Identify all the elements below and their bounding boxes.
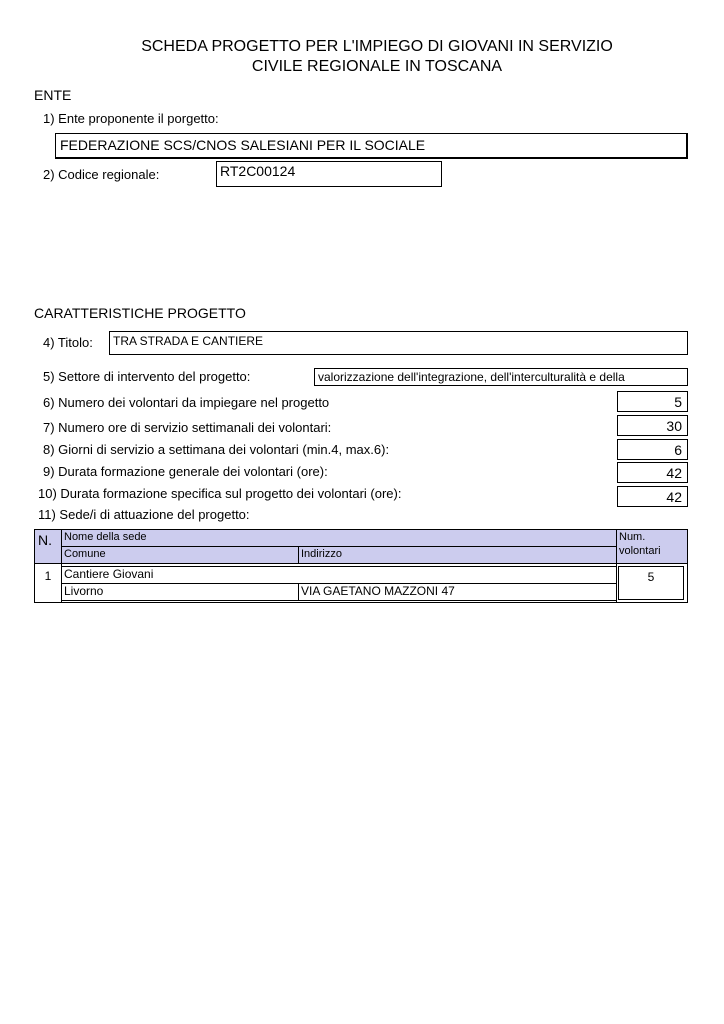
section-ente-heading: ENTE xyxy=(34,87,72,103)
table-row-comune: Livorno xyxy=(61,583,299,601)
table-header-n: N. xyxy=(34,529,62,564)
formazione-generale-label: 9) Durata formazione generale dei volontari (ore): xyxy=(43,464,328,479)
formazione-generale-field: 42 xyxy=(617,462,688,483)
codice-regionale-label: 2) Codice regionale: xyxy=(43,167,160,182)
settore-field: valorizzazione dell'integrazione, dell'interculturalità e della xyxy=(314,368,688,386)
table-row-num-volontari xyxy=(616,563,688,603)
table-header-comune: Comune xyxy=(61,546,299,564)
sedi-attuazione-label: 11) Sede/i di attuazione del progetto: xyxy=(38,507,250,522)
table-row-nome-sede: Cantiere Giovani xyxy=(61,566,617,584)
giorni-servizio-field: 6 xyxy=(617,439,688,460)
table-header-num-line2: volontari xyxy=(619,545,661,557)
formazione-specifica-field: 42 xyxy=(617,486,688,507)
ente-proponente-label: 1) Ente proponente il porgetto: xyxy=(43,111,219,126)
titolo-field: TRA STRADA E CANTIERE xyxy=(109,331,688,355)
table-header-indirizzo: Indirizzo xyxy=(298,546,617,564)
table-row-indirizzo: VIA GAETANO MAZZONI 47 xyxy=(298,583,617,601)
settore-label: 5) Settore di intervento del progetto: xyxy=(43,369,251,384)
table-header-num-volontari xyxy=(616,529,688,564)
formazione-specifica-label: 10) Durata formazione specifica sul progetto dei volontari (ore): xyxy=(38,486,402,501)
page-title-line1: SCHEDA PROGETTO PER L'IMPIEGO DI GIOVANI IN SERVIZIO xyxy=(141,38,613,55)
numero-volontari-label: 6) Numero dei volontari da impiegare nel progetto xyxy=(43,395,330,410)
titolo-label: 4) Titolo: xyxy=(43,335,93,350)
codice-regionale-field: RT2C00124 xyxy=(216,161,442,187)
ente-proponente-field: FEDERAZIONE SCS/CNOS SALESIANI PER IL SOCIALE xyxy=(55,133,688,159)
ore-settimanali-label: 7) Numero ore di servizio settimanali dei volontari: xyxy=(43,420,332,435)
page-title-line2: CIVILE REGIONALE IN TOSCANA xyxy=(251,58,503,75)
numero-volontari-field: 5 xyxy=(617,391,688,412)
table-header-num-line1: Num. xyxy=(619,531,646,543)
table-row-n: 1 xyxy=(34,563,62,603)
sedi-table xyxy=(34,529,688,603)
table-row-num-box: 5 xyxy=(618,566,684,600)
table-header-nome-sede: Nome della sede xyxy=(61,529,617,547)
giorni-servizio-label: 8) Giorni di servizio a settimana dei volontari (min.4, max.6): xyxy=(43,442,390,457)
section-progetto-heading: CARATTERISTICHE PROGETTO xyxy=(34,305,246,321)
ore-settimanali-field: 30 xyxy=(617,415,688,436)
